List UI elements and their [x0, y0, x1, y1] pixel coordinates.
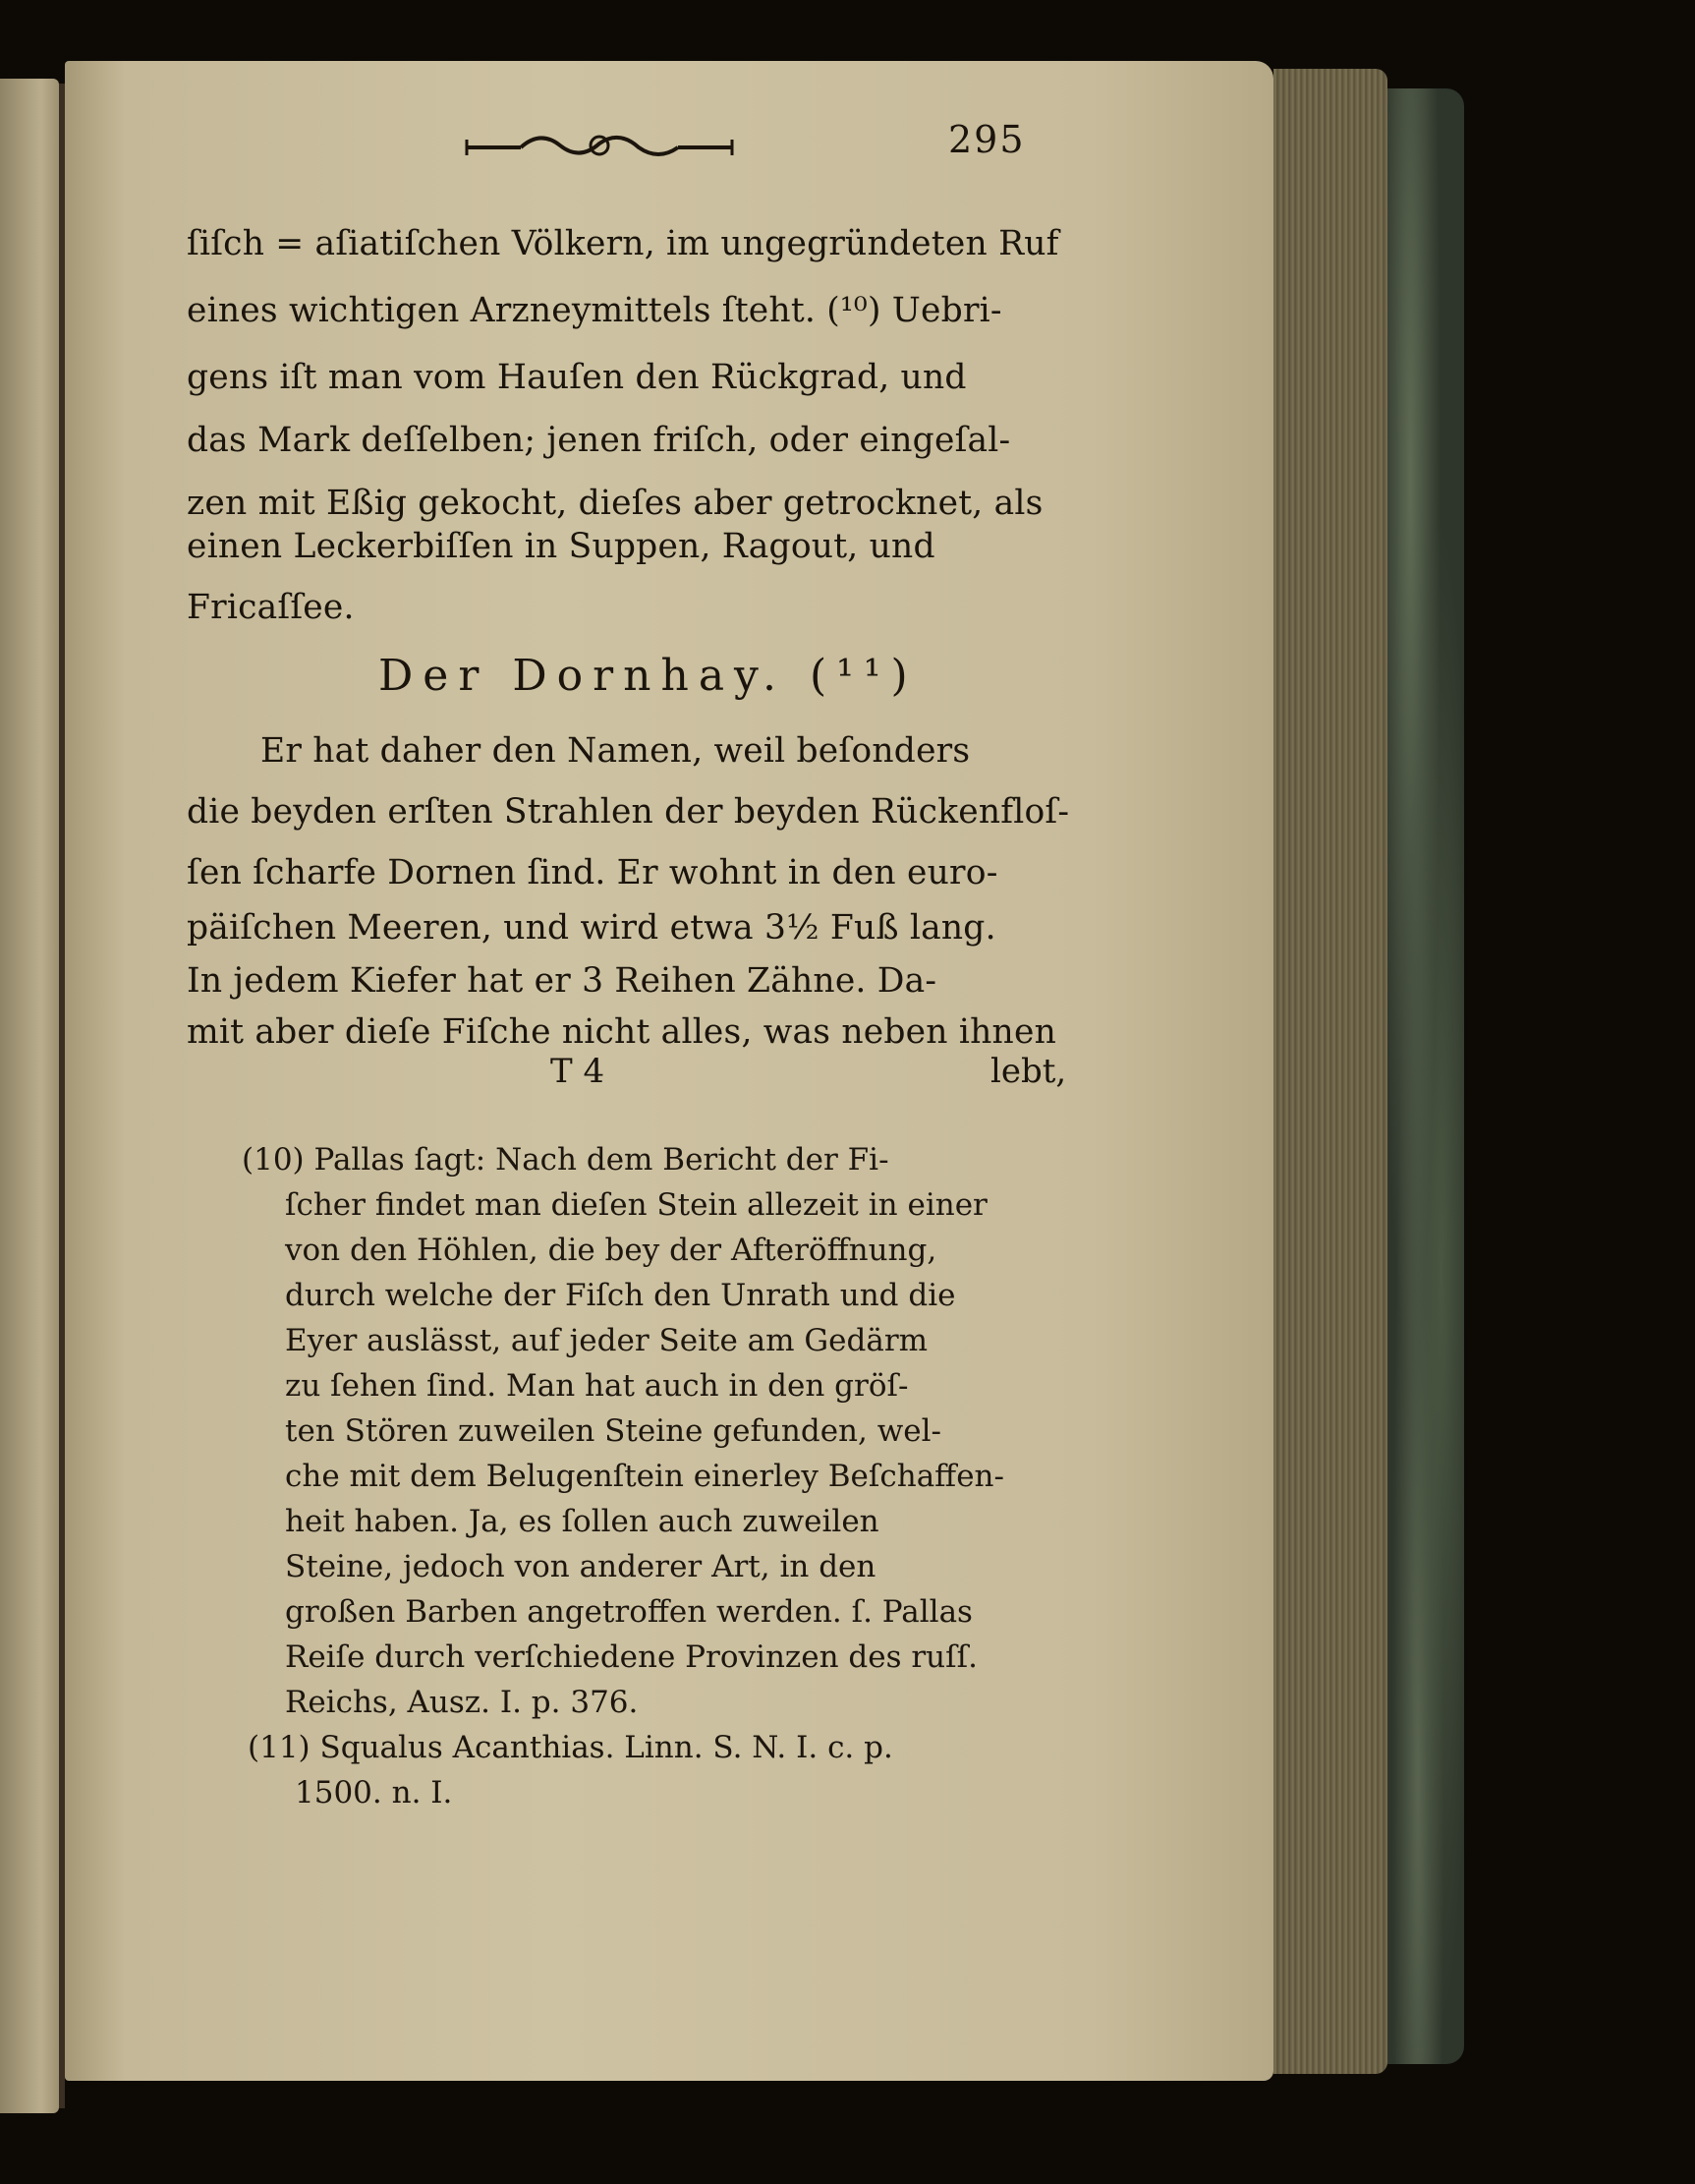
body-line: zen mit Eßig gekocht, dieſes aber getrocknet, als [187, 484, 1044, 523]
footnote-line: Eyer auslässt, auf jeder Seite am Gedärm [285, 1323, 929, 1358]
section-heading: Der Dornhay. (¹¹) [378, 651, 918, 701]
footnote-line: zu ſehen ſind. Man hat auch in den gröſ- [285, 1368, 909, 1404]
footnote-line: Reiſe durch verſchiedene Provinzen des ruſſ. [285, 1639, 978, 1675]
footnote-line: Steine, jedoch von anderer Art, in den [285, 1549, 876, 1584]
page-number: 295 [948, 118, 1026, 161]
footnote-line: großen Barben angetroffen werden. ſ. Pallas [285, 1594, 973, 1630]
footnote-line: ſcher findet man dieſen Stein allezeit in einer [285, 1187, 988, 1223]
section-line: päiſchen Meeren, und wird etwa 3½ Fuß lang. [187, 908, 996, 948]
body-line: Fricaſſee. [187, 588, 355, 627]
footnote-line: (10) Pallas ſagt: Nach dem Bericht der Fi- [242, 1142, 889, 1178]
body-line: eines wichtigen Arzneymittels ſteht. (¹⁰) Uebri- [187, 291, 1002, 330]
signature-mark: T 4 [550, 1052, 605, 1091]
body-line: gens iſt man vom Hauſen den Rückgrad, und [187, 358, 967, 397]
body-line: das Mark deſſelben; jenen friſch, oder eingeſal- [187, 421, 1011, 460]
footnote-line: heit haben. Ja, es ſollen auch zuweilen [285, 1504, 879, 1539]
section-line: In jedem Kiefer hat er 3 Reihen Zähne. Da- [187, 961, 937, 1001]
footnote-line: von den Höhlen, die bey der Afteröffnung, [285, 1233, 937, 1268]
section-line: Er hat daher den Namen, weil beſonders [260, 731, 971, 771]
footnote-line: (11) Squalus Acanthias. Linn. S. N. I. c. p. [248, 1730, 893, 1765]
page-block-edges [1273, 69, 1387, 2074]
left-page-edge [0, 79, 59, 2113]
body-line: ſiſch = aſiatiſchen Völkern, im ungegründeten Ruf [187, 224, 1059, 263]
footnote-line: Reichs, Ausz. I. p. 376. [285, 1685, 639, 1720]
section-line: mit aber dieſe Fiſche nicht alles, was neben ihnen [187, 1012, 1056, 1052]
footnote-line: durch welche der Fiſch den Unrath und die [285, 1278, 956, 1313]
footnote-line: 1500. n. I. [295, 1775, 453, 1810]
footnote-line: che mit dem Belugenſtein einerley Beſchaffen- [285, 1459, 1004, 1494]
body-line: einen Leckerbiſſen in Suppen, Ragout, und [187, 527, 935, 566]
catchword: lebt, [990, 1052, 1067, 1091]
header-ornament [462, 126, 737, 165]
marbled-cover [1387, 88, 1464, 2064]
section-line: ſen ſcharfe Dornen ſind. Er wohnt in den euro- [187, 853, 998, 892]
section-line: die beyden erſten Strahlen der beyden Rückenfloſ- [187, 792, 1070, 832]
footnote-line: ten Stören zuweilen Steine gefunden, wel- [285, 1413, 941, 1449]
